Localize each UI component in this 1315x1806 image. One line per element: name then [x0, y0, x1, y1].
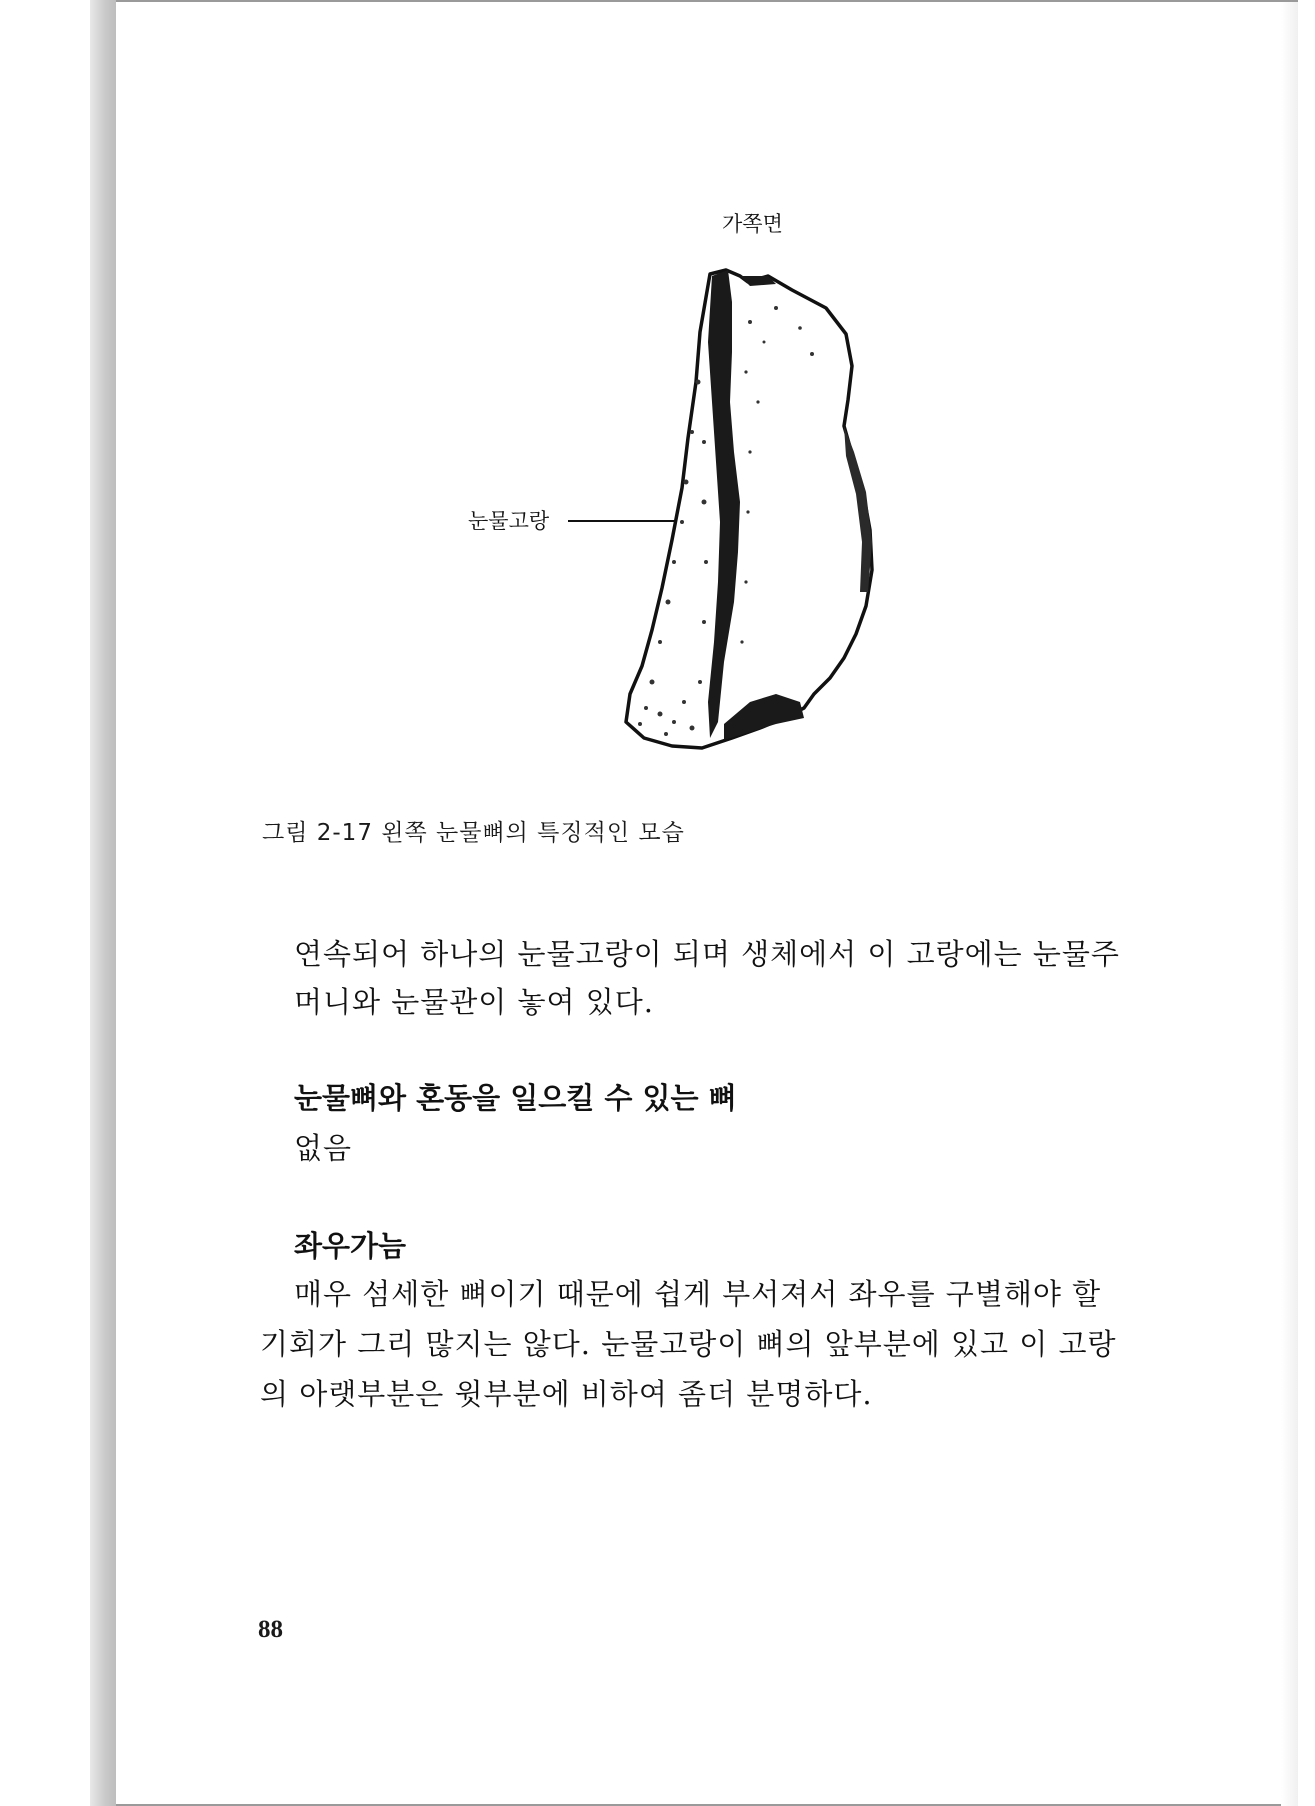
section-text: 없음 [294, 1131, 353, 1165]
section-text: 기회가 그리 많지는 않다. 눈물고랑이 뼈의 앞부분에 있고 이 고랑 [260, 1327, 1117, 1361]
figure-caption: 그림 2-17 왼쪽 눈물뼈의 특징적인 모습 [262, 820, 685, 846]
paragraph-line: 머니와 눈물관이 놓여 있다. [294, 985, 655, 1019]
section-heading-siding: 좌우가늠 [294, 1229, 407, 1263]
bone-outline [626, 270, 872, 748]
page-edge-shadow [1281, 2, 1298, 1806]
paragraph-line: 연속되어 하나의 눈물고랑이 되며 생체에서 이 고랑에는 눈물주 [294, 937, 1120, 971]
figure-label-lacrimal-groove: 눈물고랑 [468, 509, 550, 533]
page-number: 88 [258, 1616, 283, 1643]
lacrimal-bone-illustration [600, 262, 900, 772]
figure-label-lateral-surface: 가쪽면 [722, 212, 783, 236]
book-spine-edge [90, 0, 117, 1806]
section-heading-confusable-bones: 눈물뼈와 혼동을 일으킬 수 있는 뼈 [294, 1081, 737, 1115]
section-text: 의 아랫부분은 윗부분에 비하여 좀더 분명하다. [260, 1377, 873, 1411]
section-text: 매우 섬세한 뼈이기 때문에 쉽게 부서져서 좌우를 구별해야 할 [294, 1277, 1102, 1311]
